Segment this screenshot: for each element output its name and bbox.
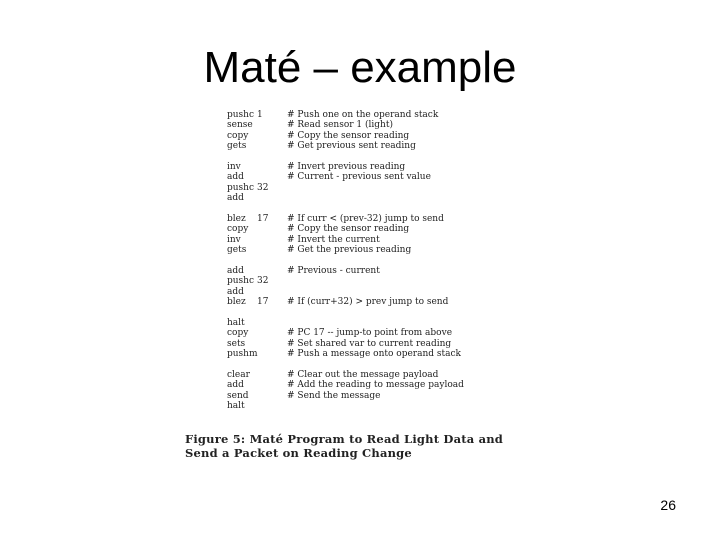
opcode: sets xyxy=(227,338,246,349)
caption-line-1: Figure 5: Maté Program to Read Light Data and xyxy=(185,432,504,446)
code-comment: # Get previous sent reading xyxy=(287,141,416,152)
opcode: inv xyxy=(227,161,241,172)
opcode: gets xyxy=(227,245,247,256)
group-gap xyxy=(227,204,527,214)
opcode: pushc xyxy=(227,182,255,193)
opcode: blez xyxy=(227,297,246,308)
figure-image xyxy=(185,110,525,460)
code-line xyxy=(227,110,527,120)
opcode: add xyxy=(227,193,244,204)
code-line xyxy=(227,318,527,328)
opcode: add xyxy=(227,380,244,391)
code-line xyxy=(227,224,527,234)
opcode: halt xyxy=(227,400,245,411)
opcode: gets xyxy=(227,141,247,152)
code-comment: # Set shared var to current reading xyxy=(287,338,452,349)
operand: 1 xyxy=(257,110,263,120)
code-comment: # Add the reading to message payload xyxy=(287,380,464,391)
code-line xyxy=(227,120,527,130)
code-comment: # Get the previous reading xyxy=(287,245,412,256)
code-listing xyxy=(227,110,527,411)
opcode: add xyxy=(227,286,244,297)
code-line xyxy=(227,266,527,276)
code-comment: # Read sensor 1 (light) xyxy=(287,120,393,131)
code-line xyxy=(227,276,527,286)
code-line xyxy=(227,380,527,390)
code-line xyxy=(227,183,527,193)
opcode: sense xyxy=(227,120,253,131)
opcode: pushc xyxy=(227,276,255,287)
code-line xyxy=(227,235,527,245)
code-comment: # If curr < (prev-32) jump to send xyxy=(287,213,444,224)
opcode: add xyxy=(227,265,244,276)
opcode: halt xyxy=(227,317,245,328)
operand: 32 xyxy=(257,182,269,193)
caption-line-2: Send a Packet on Reading Change xyxy=(185,446,412,460)
code-line xyxy=(227,214,527,224)
code-line xyxy=(227,287,527,297)
code-comment: # Invert the current xyxy=(287,234,380,245)
code-line xyxy=(227,172,527,182)
group-gap xyxy=(227,359,527,369)
code-comment: # Send the message xyxy=(287,390,381,401)
code-line xyxy=(227,349,527,359)
slide-title: Maté – example xyxy=(203,43,517,92)
code-line xyxy=(227,193,527,203)
code-comment: # PC 17 -- jump-to point from above xyxy=(287,328,453,339)
opcode: pushm xyxy=(227,348,258,359)
code-comment: # Copy the sensor reading xyxy=(287,130,410,141)
operand: 17 xyxy=(257,213,269,224)
code-comment: # Previous - current xyxy=(287,265,380,276)
code-comment: # Push one on the operand stack xyxy=(287,110,439,120)
code-line xyxy=(227,339,527,349)
opcode: add xyxy=(227,172,244,183)
opcode: copy xyxy=(227,224,249,235)
opcode: copy xyxy=(227,130,249,141)
code-comment: # Clear out the message payload xyxy=(287,369,439,380)
group-gap xyxy=(227,255,527,265)
code-line xyxy=(227,297,527,307)
code-line xyxy=(227,401,527,411)
operand: 17 xyxy=(257,297,269,308)
opcode: inv xyxy=(227,234,241,245)
code-comment: # Invert previous reading xyxy=(287,161,406,172)
opcode: clear xyxy=(227,369,250,380)
code-line xyxy=(227,131,527,141)
code-line xyxy=(227,370,527,380)
figure-caption xyxy=(185,432,525,460)
code-line xyxy=(227,162,527,172)
code-line xyxy=(227,391,527,401)
group-gap xyxy=(227,307,527,317)
code-comment: # Push a message onto operand stack xyxy=(287,348,461,359)
code-comment: # Copy the sensor reading xyxy=(287,224,410,235)
code-comment: # Current - previous sent value xyxy=(287,172,431,183)
code-line xyxy=(227,141,527,151)
opcode: copy xyxy=(227,328,249,339)
code-comment: # If (curr+32) > prev jump to send xyxy=(287,297,449,308)
opcode: pushc xyxy=(227,110,255,120)
page-number: 26 xyxy=(660,497,676,513)
operand: 32 xyxy=(257,276,269,287)
opcode: send xyxy=(227,390,249,401)
opcode: blez xyxy=(227,213,246,224)
group-gap xyxy=(227,152,527,162)
code-line xyxy=(227,245,527,255)
code-line xyxy=(227,328,527,338)
